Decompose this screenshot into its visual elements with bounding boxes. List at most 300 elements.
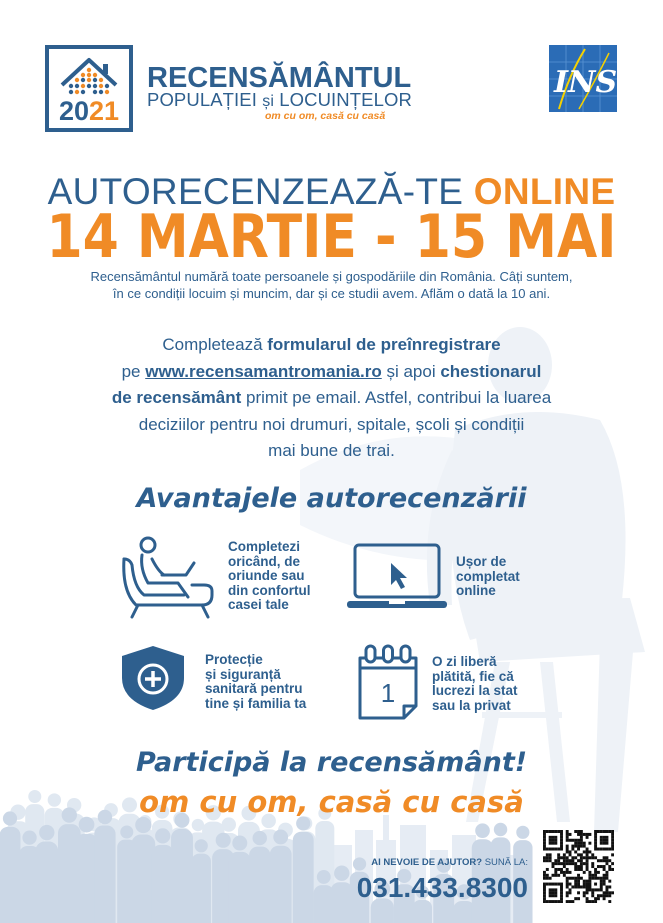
crowd-person-head (253, 831, 267, 845)
qr-module (586, 862, 589, 865)
qr-module (597, 877, 600, 880)
crowd-person-head (120, 825, 133, 838)
qr-module (605, 877, 608, 880)
qr-module (591, 877, 594, 880)
qr-module (543, 856, 546, 859)
qr-module (560, 862, 563, 865)
qr-module (552, 862, 555, 865)
qr-module (549, 856, 552, 859)
qr-module (608, 865, 611, 868)
qr-module (591, 900, 594, 903)
qr-module (586, 856, 589, 859)
instr-text: Completează (162, 335, 268, 354)
qr-module (603, 865, 606, 868)
qr-module (591, 888, 594, 891)
qr-module (557, 830, 560, 833)
crowd-person-head (334, 866, 349, 881)
qr-module (560, 836, 563, 839)
qr-module (580, 868, 583, 871)
logo-subtitle-part-3: LOCUINȚELOR (273, 89, 412, 110)
qr-module (560, 856, 563, 859)
qr-module (577, 845, 580, 848)
qr-module (563, 856, 566, 859)
qr-module (560, 871, 563, 874)
qr-module (603, 868, 606, 871)
qr-module (591, 856, 594, 859)
qr-module (577, 853, 580, 856)
qr-module (591, 874, 594, 877)
qr-module (554, 839, 557, 842)
instr-text: și apoi (381, 361, 441, 381)
qr-module (569, 871, 572, 874)
qr-module (603, 836, 606, 839)
questionnaire-text: chestionarul (440, 361, 542, 381)
qr-module (569, 883, 572, 886)
qr-module (608, 880, 611, 883)
qr-module (574, 877, 577, 880)
qr-module (608, 868, 611, 871)
laptop-cursor-icon (347, 543, 447, 611)
qr-module (569, 850, 572, 853)
qr-module (563, 853, 566, 856)
qr-module (571, 856, 574, 859)
qr-module (552, 842, 555, 845)
qr-module (608, 894, 611, 897)
qr-module (600, 859, 603, 862)
qr-module (554, 859, 557, 862)
qr-module (597, 859, 600, 862)
qr-module (557, 900, 560, 903)
qr-module (605, 848, 608, 851)
qr-module (580, 853, 583, 856)
crowd-person-head (195, 839, 208, 852)
qr-module (586, 897, 589, 900)
qr-module (588, 850, 591, 853)
qr-module (588, 842, 591, 845)
crowd-person-head (516, 826, 529, 839)
qr-module (586, 848, 589, 851)
qr-module (566, 900, 569, 903)
qr-module (594, 897, 597, 900)
crowd-person-body (191, 854, 210, 923)
qr-module (608, 859, 611, 862)
preregistration-form-text: formularul de preînregistrare (267, 335, 501, 354)
benefit-line: sanitară pentru (205, 681, 303, 697)
crowd-person-head (232, 836, 247, 851)
benefit-line: plătită, fie că (432, 668, 514, 684)
qr-module (591, 853, 594, 856)
qr-module (552, 874, 555, 877)
qr-module (586, 883, 589, 886)
qr-module (586, 850, 589, 853)
qr-module (580, 865, 583, 868)
qr-module (557, 883, 560, 886)
qr-module (569, 833, 572, 836)
qr-module (569, 891, 572, 894)
qr-module (605, 856, 608, 859)
qr-module (574, 839, 577, 842)
qr-module (557, 868, 560, 871)
qr-module (611, 868, 614, 871)
logo-subtitle-part-1: POPULAȚIEI (147, 89, 263, 110)
qr-module (588, 871, 591, 874)
qr-module (549, 883, 552, 886)
qr-module (560, 830, 563, 833)
qr-module (605, 862, 608, 865)
qr-module (560, 897, 563, 900)
qr-module (549, 900, 552, 903)
qr-module (569, 888, 572, 891)
qr-module (560, 891, 563, 894)
qr-module (563, 874, 566, 877)
qr-module (566, 891, 569, 894)
qr-module (552, 848, 555, 851)
qr-module (611, 842, 614, 845)
qr-module (560, 845, 563, 848)
qr-module (574, 880, 577, 883)
qr-module (588, 885, 591, 888)
qr-module (563, 862, 566, 865)
qr-module (611, 845, 614, 848)
qr-module (580, 842, 583, 845)
ins-logo-text: INS (554, 65, 617, 100)
qr-module (574, 842, 577, 845)
benefit-line: Ușor de (456, 554, 507, 569)
qr-module (566, 885, 569, 888)
intro-line-2: în ce condiții locuim și muncim, dar și ce studii avem. Aflăm o dată la 10 ani. (112, 286, 551, 301)
qr-module (594, 845, 597, 848)
qr-module (569, 877, 572, 880)
logo-subtitle-part-2: și (262, 93, 274, 110)
qr-module (600, 842, 603, 845)
qr-module (543, 885, 546, 888)
qr-module (600, 885, 603, 888)
crowd-person-body (293, 832, 314, 923)
qr-module (608, 891, 611, 894)
qr-module (597, 888, 600, 891)
qr-module (580, 885, 583, 888)
qr-module (583, 871, 586, 874)
qr-module (586, 853, 589, 856)
headline-online: ONLINE (473, 171, 616, 212)
qr-module (580, 839, 583, 842)
qr-module (566, 868, 569, 871)
advantages-title: Avantajele autorecenzării (136, 483, 527, 514)
qr-module (549, 848, 552, 851)
qr-module (608, 885, 611, 888)
qr-module (574, 856, 577, 859)
qr-module (549, 894, 552, 897)
qr-module (574, 830, 577, 833)
qr-module (594, 874, 597, 877)
shield-plus-icon (120, 644, 186, 712)
qr-module (577, 859, 580, 862)
crowd-person-head (155, 828, 170, 843)
qr-module (546, 883, 549, 886)
qr-module (554, 836, 557, 839)
calendar-day-number: 1 (380, 678, 396, 708)
qr-module (560, 888, 563, 891)
qr-module (611, 830, 614, 833)
instructions-line-1 (162, 335, 500, 354)
qr-module (611, 891, 614, 894)
qr-module (543, 888, 546, 891)
qr-module (566, 833, 569, 836)
qr-module (557, 862, 560, 865)
help-call-label: SUNĂ LA: (482, 857, 528, 868)
qr-module (600, 883, 603, 886)
qr-module (605, 874, 608, 877)
qr-module (566, 883, 569, 886)
qr-module (543, 894, 546, 897)
qr-module (577, 897, 580, 900)
benefit-line: din confortul (228, 582, 311, 598)
qr-module (600, 848, 603, 851)
instr-text: pe (121, 361, 146, 381)
qr-module (583, 891, 586, 894)
qr-module (586, 868, 589, 871)
help-phone-number[interactable]: 031.433.8300 (356, 872, 528, 903)
qr-module (605, 859, 608, 862)
crowd-person-body (413, 900, 432, 923)
qr-module (594, 848, 597, 851)
qr-module (549, 853, 552, 856)
qr-module (577, 865, 580, 868)
qr-module (569, 853, 572, 856)
qr-module (566, 856, 569, 859)
qr-module (594, 836, 597, 839)
qr-module (597, 897, 600, 900)
qr-module (563, 871, 566, 874)
qr-module (560, 842, 563, 845)
qr-module (611, 848, 614, 851)
qr-module (594, 868, 597, 871)
qr-module (557, 874, 560, 877)
crowd-person-body (330, 882, 353, 923)
qr-module (594, 833, 597, 836)
qr-module (603, 877, 606, 880)
qr-module (600, 830, 603, 833)
qr-module (594, 883, 597, 886)
qr-module (586, 836, 589, 839)
qr-module (583, 885, 586, 888)
qr-module (588, 888, 591, 891)
logo-year-left: 20 (59, 96, 90, 126)
qr-module (552, 883, 555, 886)
qr-module (603, 897, 606, 900)
qr-module (600, 894, 603, 897)
benefit-line: casei tale (228, 597, 289, 613)
instructions-line-4: deciziilor pentru noi drumuri, spitale, școli și condiții (138, 414, 525, 434)
qr-module (554, 830, 557, 833)
qr-module (611, 862, 614, 865)
qr-module (577, 891, 580, 894)
qr-module (611, 833, 614, 836)
qr-module (566, 859, 569, 862)
qr-module (605, 885, 608, 888)
qr-module (577, 868, 580, 871)
qr-module (591, 865, 594, 868)
qr-module (605, 836, 608, 839)
qr-module (611, 839, 614, 842)
qr-module (543, 842, 546, 845)
website-link[interactable]: www.recensamantromania.ro (145, 361, 382, 381)
qr-module (549, 877, 552, 880)
qr-module (543, 900, 546, 903)
qr-module (552, 900, 555, 903)
calendar-icon (356, 644, 420, 722)
qr-module (588, 883, 591, 886)
qr-module (560, 848, 563, 851)
crowd-person-head (494, 823, 507, 836)
qr-module (577, 839, 580, 842)
benefit-text-easy-online (456, 555, 520, 599)
qr-module (611, 836, 614, 839)
qr-module (571, 845, 574, 848)
crowd-person-head (353, 857, 366, 870)
qr-module (543, 830, 546, 833)
qr-module (580, 830, 583, 833)
help-question-bold: AI NEVOIE DE AJUTOR? (371, 857, 483, 868)
crowd-person-body (171, 829, 193, 923)
qr-module (586, 880, 589, 883)
benefit-line: lucrezi la stat (432, 683, 518, 699)
qr-module (597, 830, 600, 833)
qr-module (563, 859, 566, 862)
benefit-line: oricând, de (228, 553, 301, 569)
qr-module (560, 900, 563, 903)
headline-regular: AUTORECENZEAZĂ-TE (47, 171, 474, 212)
qr-module (580, 856, 583, 859)
crowd-person-head (216, 833, 231, 848)
qr-module (549, 888, 552, 891)
qr-module (552, 830, 555, 833)
benefit-text-anytime (228, 540, 310, 613)
qr-module (560, 883, 563, 886)
qr-module (554, 862, 557, 865)
qr-module (594, 842, 597, 845)
qr-module (603, 839, 606, 842)
qr-module (580, 877, 583, 880)
qr-module (554, 848, 557, 851)
benefit-line: tine și familia ta (205, 695, 307, 711)
qr-module (560, 885, 563, 888)
qr-module (580, 836, 583, 839)
crowd-person-head (475, 823, 490, 838)
qr-module (594, 888, 597, 891)
qr-module (554, 871, 557, 874)
qr-module (594, 830, 597, 833)
qr-module (563, 865, 566, 868)
qr-module (543, 859, 546, 862)
qr-module (594, 877, 597, 880)
qr-module (546, 856, 549, 859)
qr-module (554, 900, 557, 903)
logo-year-right: 21 (89, 96, 120, 126)
qr-module (603, 859, 606, 862)
qr-module (554, 868, 557, 871)
qr-module (566, 830, 569, 833)
qr-module (586, 859, 589, 862)
qr-module (554, 842, 557, 845)
qr-module (577, 883, 580, 886)
qr-module (566, 871, 569, 874)
qr-module (560, 868, 563, 871)
qr-module (574, 865, 577, 868)
qr-module (586, 833, 589, 836)
qr-module (552, 836, 555, 839)
qr-module (569, 862, 572, 865)
qr-module (554, 883, 557, 886)
crowd-person-head (39, 825, 54, 840)
qr-module (566, 845, 569, 848)
qr-module (594, 856, 597, 859)
census-dates: 14 MARTIE - 15 MAI (46, 202, 617, 272)
crowd-person-body (94, 826, 115, 923)
qr-module (549, 891, 552, 894)
qr-module (566, 839, 569, 842)
qr-code[interactable] (543, 830, 614, 903)
qr-module (543, 836, 546, 839)
qr-module (603, 891, 606, 894)
qr-module (583, 880, 586, 883)
qr-module (552, 865, 555, 868)
qr-module (577, 830, 580, 833)
qr-module (588, 874, 591, 877)
qr-module (571, 900, 574, 903)
qr-module (588, 880, 591, 883)
qr-module (557, 853, 560, 856)
qr-module (600, 877, 603, 880)
crowd-person-body (270, 846, 292, 923)
qr-module (586, 865, 589, 868)
qr-module (608, 848, 611, 851)
qr-module (580, 862, 583, 865)
qr-module (546, 848, 549, 851)
qr-module (586, 891, 589, 894)
benefit-line: și siguranță (205, 666, 281, 682)
instructions-line-5: mai bune de trai. (268, 441, 395, 460)
instr-text: primit pe email. Astfel, contribui la luarea (241, 388, 552, 407)
qr-module (549, 839, 552, 842)
qr-module (580, 845, 583, 848)
qr-module (603, 848, 606, 851)
qr-module (569, 839, 572, 842)
census-2021-logo (45, 45, 133, 132)
instructions-line-3 (112, 388, 551, 407)
qr-module (554, 888, 557, 891)
qr-module (580, 859, 583, 862)
qr-module (549, 830, 552, 833)
crowd-person-head (135, 817, 151, 833)
crowd-person-body (36, 842, 59, 923)
qr-module (546, 874, 549, 877)
qr-module (600, 836, 603, 839)
qr-module (603, 894, 606, 897)
intro-paragraph (0, 268, 663, 302)
qr-module (546, 900, 549, 903)
qr-module (580, 833, 583, 836)
qr-module (554, 891, 557, 894)
qr-module (586, 885, 589, 888)
qr-module (586, 888, 589, 891)
qr-module (560, 833, 563, 836)
qr-module (586, 900, 589, 903)
qr-module (577, 848, 580, 851)
qr-module (543, 877, 546, 880)
qr-module (588, 833, 591, 836)
qr-module (571, 839, 574, 842)
